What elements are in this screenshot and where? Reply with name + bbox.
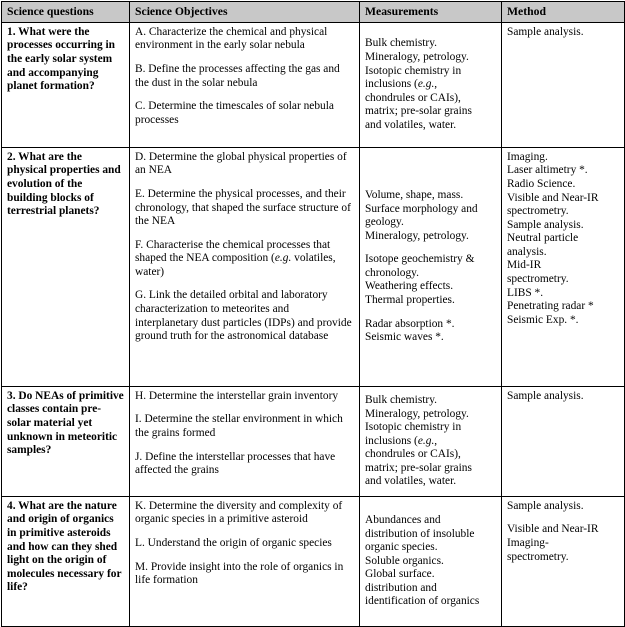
measurement-line: Global surface. <box>365 568 435 581</box>
table-row <box>2 496 625 626</box>
objective-item: H. Determine the interstellar grain inventory <box>135 389 339 402</box>
measurements-cell <box>360 496 502 626</box>
measurement-line: Weathering effects. <box>365 280 454 293</box>
header-row <box>2 2 625 23</box>
method-line: Laser altimetry *. <box>507 164 588 177</box>
method-line: Mid-IR <box>507 259 542 272</box>
table-row <box>2 386 625 496</box>
measurement-line: and volatiles, water. <box>365 118 457 131</box>
measurement-line: Radar absorption *. <box>365 317 455 330</box>
table-body <box>2 22 625 626</box>
science-objectives-cell <box>130 147 360 386</box>
science-objectives-cell <box>130 386 360 496</box>
method-line: Radio Science. <box>507 178 576 191</box>
table-header <box>2 2 625 23</box>
measurement-line: matrix; pre-solar grains <box>365 105 472 118</box>
method-line: Penetrating radar * <box>507 300 594 313</box>
method-line: Sample analysis. <box>507 25 584 38</box>
measurement-spacer <box>365 308 496 318</box>
method-line: Seismic Exp. *. <box>507 313 579 326</box>
table-row <box>2 147 625 386</box>
objective-item: M. Provide insight into the role of organics in life formation <box>135 560 344 587</box>
method-line: Visible and Near-IR <box>507 191 599 204</box>
objective-item: A. Characterize the chemical and physical environment in the early solar nebula <box>135 25 328 52</box>
measurements-cell <box>360 386 502 496</box>
measurement-line: Isotopic chemistry in <box>365 64 462 77</box>
measurement-line: Mineralogy, petrology. <box>365 229 469 242</box>
method-line: spectrometry. <box>507 550 569 563</box>
measurement-line: Surface morphology and <box>365 202 478 215</box>
method-line: spectrometry. <box>507 272 569 285</box>
column-header-measurements: Measurements <box>360 2 502 23</box>
objective-item: D. Determine the global physical properties of an NEA <box>135 150 347 177</box>
science-question-cell: 3. Do NEAs of primitive classes contain pre-solar material yet unknown in meteoritic samples? <box>2 386 130 496</box>
method-line: spectrometry. <box>507 205 569 218</box>
science-question-cell: 4. What are the nature and origin of organics in primitive asteroids and how can they shed light on the origin of molecules necessary for life? <box>2 496 130 626</box>
measurement-line: distribution and <box>365 581 437 594</box>
method-cell <box>502 147 625 386</box>
measurement-line: inclusions (e.g., <box>365 434 438 447</box>
measurement-line: Isotope geochemistry & <box>365 253 475 266</box>
measurement-line: chondrules or CAIs), <box>365 91 461 104</box>
science-question-cell: 1. What were the processes occurring in the early solar system and accompanying planet formation? <box>2 22 130 147</box>
measurement-line: Abundances and <box>365 513 441 526</box>
column-header-method: Method <box>502 2 625 23</box>
method-line: Visible and Near-IR <box>507 523 599 536</box>
measurements-cell <box>360 22 502 147</box>
column-header-science-questions: Science questions <box>2 2 130 23</box>
measurement-line: identification of organics <box>365 595 480 608</box>
measurement-line: chondrules or CAIs), <box>365 448 461 461</box>
measurement-line: Volume, shape, mass. <box>365 189 464 202</box>
measurement-line: Bulk chemistry. <box>365 37 438 50</box>
objective-item: E. Determine the physical processes, and their chronology, that shaped the surface structure of the NEA <box>135 188 351 228</box>
measurements-cell <box>360 147 502 386</box>
method-line: analysis. <box>507 245 547 258</box>
column-header-science-objectives: Science Objectives <box>130 2 360 23</box>
table-row <box>2 22 625 147</box>
measurement-line: Mineralogy, petrology. <box>365 51 469 64</box>
objective-item: F. Characterise the chemical processes that shaped the NEA composition (e.g. volatiles, water) <box>135 238 336 278</box>
measurement-line: chronology. <box>365 266 419 279</box>
objective-item: B. Define the processes affecting the gas and the dust in the solar nebula <box>135 63 340 89</box>
objective-item: L. Understand the origin of organic species <box>135 537 332 550</box>
method-cell <box>502 496 625 626</box>
measurement-line: distribution of insoluble <box>365 527 475 540</box>
method-spacer <box>507 513 619 523</box>
science-question-cell: 2. What are the physical properties and evolution of the building blocks of terrestrial planets? <box>2 147 130 386</box>
method-line: Sample analysis. <box>507 218 584 231</box>
measurement-line: Thermal properties. <box>365 294 455 307</box>
method-line: Sample analysis. <box>507 389 584 402</box>
measurement-line: Seismic waves *. <box>365 331 444 344</box>
measurement-line: Mineralogy, petrology. <box>365 407 469 420</box>
objective-item: I. Determine the stellar environment in which the grains formed <box>135 413 343 440</box>
method-line: Sample analysis. <box>507 499 584 512</box>
measurement-line: matrix; pre-solar grains <box>365 461 472 474</box>
measurement-line: geology. <box>365 216 404 229</box>
method-cell <box>502 22 625 147</box>
measurement-line: Bulk chemistry. <box>365 393 438 406</box>
method-line: Imaging- <box>507 537 549 550</box>
objective-item: C. Determine the timescales of solar nebula processes <box>135 100 334 126</box>
objective-item: G. Link the detailed orbital and laboratory characterization to meteorites and interplanetary dust particles (IDPs) and provide ground truth for the astronomical database <box>135 289 352 343</box>
measurement-line: and volatiles, water. <box>365 475 457 488</box>
science-traceability-table <box>1 1 625 627</box>
method-line: Imaging. <box>507 150 548 163</box>
science-objectives-cell <box>130 496 360 626</box>
measurement-line: organic species. <box>365 541 438 554</box>
objective-item: J. Define the interstellar processes that have affected the grains <box>135 450 336 477</box>
objective-item: K. Determine the diversity and complexity of organic species in a primitive asteroid <box>135 499 343 526</box>
measurement-line: inclusions (e.g., <box>365 78 438 91</box>
method-cell <box>502 386 625 496</box>
science-objectives-cell <box>130 22 360 147</box>
measurement-line: Soluble organics. <box>365 554 444 567</box>
method-line: Neutral particle <box>507 232 579 245</box>
science-traceability-table-container <box>0 1 625 626</box>
measurement-line: Isotopic chemistry in <box>365 421 462 434</box>
method-line: LIBS *. <box>507 286 544 299</box>
measurement-spacer <box>365 243 496 253</box>
